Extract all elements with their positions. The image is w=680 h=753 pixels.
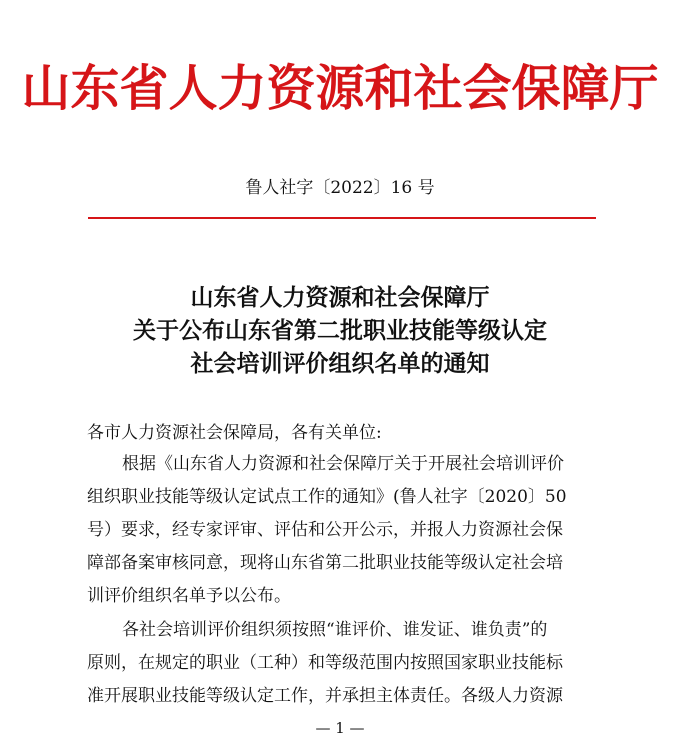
text-line: 训评价组织名单予以公布。 xyxy=(87,586,291,606)
salutation: 各市人力资源社会保障局，各有关单位: xyxy=(87,423,382,443)
title-line: 山东省人力资源和社会保障厅 xyxy=(190,284,490,311)
document-number: 鲁人社字〔2022〕16 号 xyxy=(245,178,435,198)
document-title xyxy=(0,281,680,380)
issuer-header: 山东省人力资源和社会保障厅 xyxy=(21,59,659,117)
text-line: 准开展职业技能等级认定工作，并承担主体责任。各级人力资源 xyxy=(87,686,563,706)
text-line: 障部备案审核同意，现将山东省第二批职业技能等级认定社会培 xyxy=(87,553,563,573)
text-line: 组织职业技能等级认定试点工作的通知》(鲁人社字〔2020〕50 xyxy=(87,487,567,507)
text-line: 原则，在规定的职业（工种）和等级范围内按照国家职业技能标 xyxy=(87,653,563,673)
body-paragraph-1 xyxy=(87,448,597,613)
body-paragraph-2 xyxy=(87,614,597,713)
text-line: 根据《山东省人力资源和社会保障厅关于开展社会培训评价 xyxy=(122,454,564,474)
red-divider-line xyxy=(88,217,596,219)
title-line: 关于公布山东省第二批职业技能等级认定 xyxy=(133,317,547,344)
page-number: — 1 — xyxy=(315,719,365,737)
title-line: 社会培训评价组织名单的通知 xyxy=(190,350,490,377)
text-line: 号）要求，经专家评审、评估和公开公示，并报人力资源社会保 xyxy=(87,520,563,540)
text-line: 各社会培训评价组织须按照“谁评价、谁发证、谁负责”的 xyxy=(122,620,548,640)
